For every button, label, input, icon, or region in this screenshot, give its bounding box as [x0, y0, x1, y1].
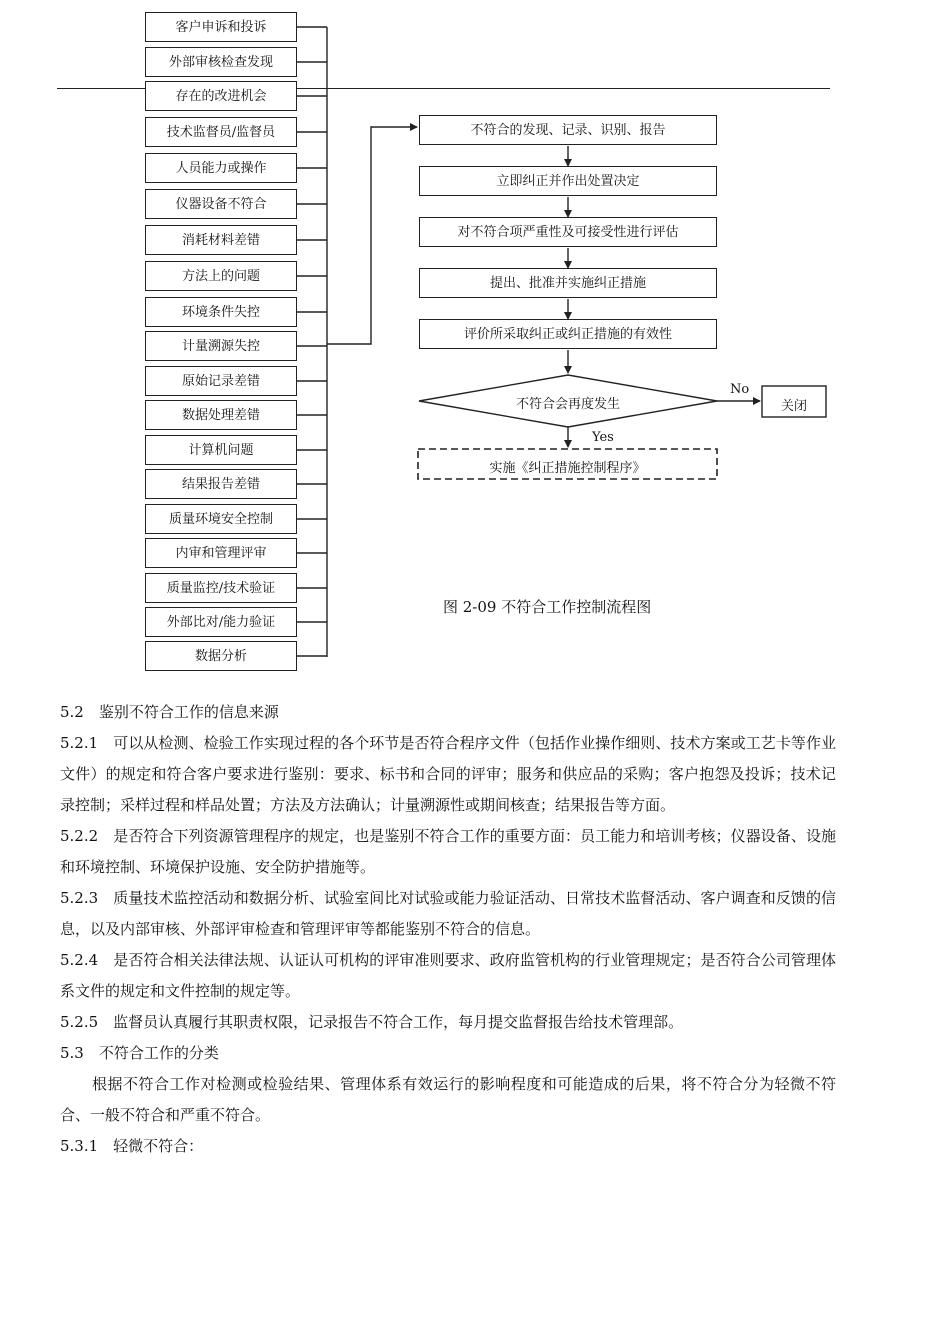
- source-box: 质量监控/技术验证: [145, 573, 297, 603]
- source-box: 原始记录差错: [145, 366, 297, 396]
- source-box: 技术监督员/监督员: [145, 117, 297, 147]
- source-box: 外部比对/能力验证: [145, 607, 297, 637]
- source-box: 环境条件失控: [145, 297, 297, 327]
- source-box: 消耗材料差错: [145, 225, 297, 255]
- body-text: [60, 697, 836, 1162]
- paragraph-5-2-4: 5.2.4 是否符合相关法律法规、认证认可机构的评审准则要求、政府监管机构的行业管理规定；是否符合公司管理体系文件的规定和文件控制的规定等。: [60, 951, 836, 1000]
- source-box: 数据处理差错: [145, 400, 297, 430]
- decision-label: 不符合会再度发生: [515, 397, 620, 412]
- source-box: 存在的改进机会: [145, 81, 297, 111]
- implement-label: 实施《纠正措施控制程序》: [489, 461, 646, 476]
- flow-step-evaluate: 对不符合项严重性及可接受性进行评估: [419, 217, 717, 247]
- sources-to-flow-arrow: [327, 127, 417, 344]
- source-box: 结果报告差错: [145, 469, 297, 499]
- paragraph-5-2-2: 5.2.2 是否符合下列资源管理程序的规定，也是鉴别不符合工作的重要方面：员工能力和培训考核；仪器设备、设施和环境控制、环境保护设施、安全防护措施等。: [60, 827, 836, 876]
- section-heading-5-3: 5.3 不符合工作的分类: [60, 1044, 219, 1062]
- yes-label: Yes: [592, 430, 614, 445]
- source-box: 客户申诉和投诉: [145, 12, 297, 42]
- source-box: 外部审核检查发现: [145, 47, 297, 77]
- paragraph-5-3-1: 5.3.1 轻微不符合：: [60, 1137, 204, 1155]
- paragraph-5-3-intro: 根据不符合工作对检测或检验结果、管理体系有效运行的影响程度和可能造成的后果，将不符合分为轻微不符合、一般不符合和严重不符合。: [60, 1075, 836, 1124]
- source-box: 内审和管理评审: [145, 538, 297, 568]
- source-box: 人员能力或操作: [145, 153, 297, 183]
- source-box: 质量环境安全控制: [145, 504, 297, 534]
- source-box: 计量溯源失控: [145, 331, 297, 361]
- source-box: 仪器设备不符合: [145, 189, 297, 219]
- paragraph-5-2-1: 5.2.1 可以从检测、检验工作实现过程的各个环节是否符合程序文件（包括作业操作细则、技术方案或工艺卡等作业文件）的规定和符合客户要求进行鉴别：要求、标书和合同的评审；服务和供应品的采购；客户抱怨及投诉；技术记录控制；采样过程和样品处置；方法及方法确认；计量溯源性或期间核查；结果报告等方面。: [60, 734, 836, 814]
- no-label: No: [730, 382, 750, 397]
- flow-step-implement: 提出、批准并实施纠正措施: [419, 268, 717, 298]
- paragraph-5-2-5: 5.2.5 监督员认真履行其职责权限，记录报告不符合工作，每月提交监督报告给技术管理部。: [60, 1013, 684, 1031]
- flow-step-effectiveness: 评价所采取纠正或纠正措施的有效性: [419, 319, 717, 349]
- close-label: 关闭: [780, 399, 807, 414]
- flow-step-report: 不符合的发现、记录、识别、报告: [419, 115, 717, 145]
- source-connector-stubs: [297, 27, 327, 656]
- figure-caption: 图 2-09 不符合工作控制流程图: [443, 598, 652, 616]
- paragraph-5-2-3: 5.2.3 质量技术监控活动和数据分析、试验室间比对试验或能力验证活动、日常技术监督活动、客户调查和反馈的信息，以及内部审核、外部评审检查和管理评审等都能鉴别不符合的信息。: [60, 889, 836, 938]
- source-box: 计算机问题: [145, 435, 297, 465]
- source-box: 方法上的问题: [145, 261, 297, 291]
- source-box: 数据分析: [145, 641, 297, 671]
- flow-step-correct: 立即纠正并作出处置决定: [419, 166, 717, 196]
- section-heading-5-2: 5.2 鉴别不符合工作的信息来源: [60, 703, 279, 721]
